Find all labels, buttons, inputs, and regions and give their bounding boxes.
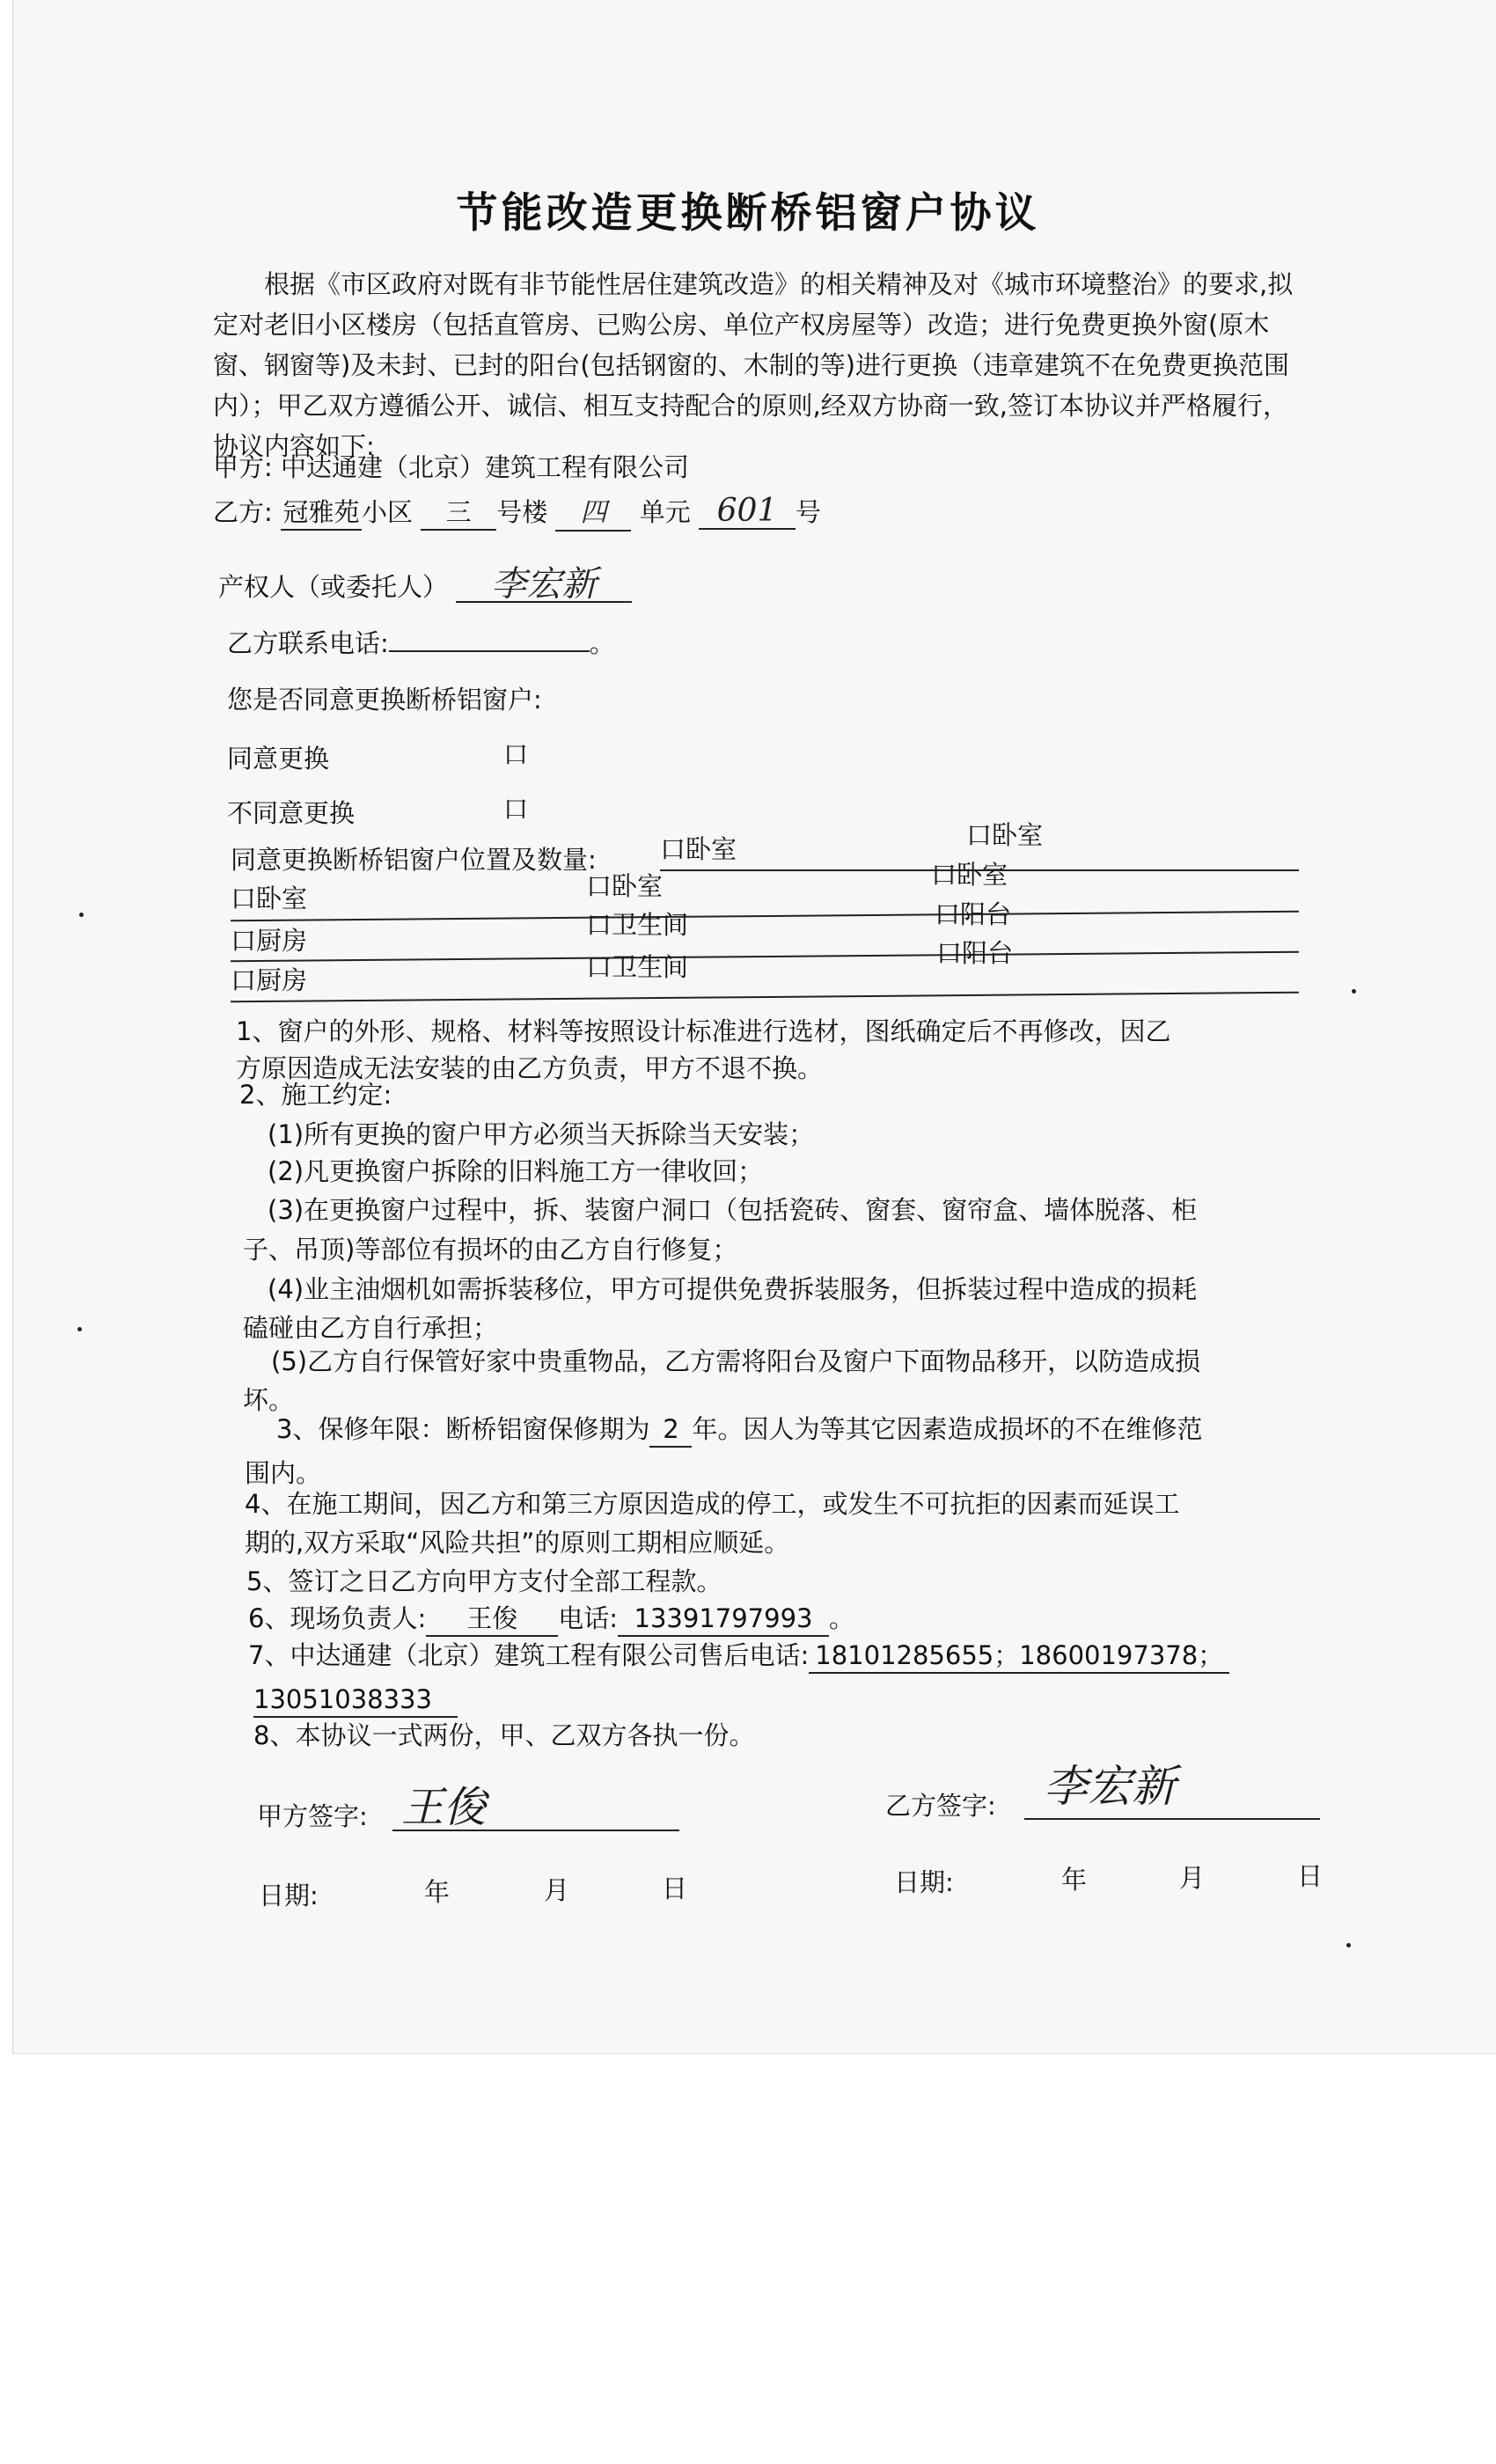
phone-field <box>389 650 590 652</box>
grid-cell-r1c3: 口卧室 <box>966 820 1044 850</box>
question-text: 您是否同意更换断桥铝窗户: <box>227 685 542 715</box>
disagree-option: 不同意更换 <box>227 798 356 828</box>
owner-line <box>218 564 632 605</box>
owner-signature <box>456 564 632 605</box>
phone-line <box>227 627 615 660</box>
clause-4-line-2: 期的,双方采取“风险共担”的原则工期相应顺延。 <box>245 1528 790 1558</box>
clause-3-line-2: 围内。 <box>245 1458 322 1488</box>
position-label: 同意更换断桥铝窗户位置及数量: <box>231 845 597 875</box>
clause-8: 8、本协议一式两份，甲、乙双方各执一份。 <box>253 1720 755 1750</box>
scan-speck <box>77 1327 82 1331</box>
disagree-checkbox: 口 <box>503 795 529 824</box>
grid-cell-r2c2: 口卧室 <box>586 871 664 901</box>
clause-3-line-1 <box>276 1412 1202 1448</box>
site-phone-field <box>618 1602 829 1637</box>
agree-checkbox: 口 <box>503 740 529 769</box>
party-a-date-label: 日期: <box>259 1881 319 1910</box>
building-field <box>421 495 496 531</box>
grid-cell-r3c2: 口卫生间 <box>586 910 689 940</box>
community-suffix: 小区 <box>362 497 414 527</box>
clause-2-1: (1)所有更换的窗户甲方必须当天拆除当天安装； <box>268 1119 815 1149</box>
agree-option: 同意更换 <box>227 744 330 774</box>
grid-cell-r2c1: 口卧室 <box>231 884 308 913</box>
grid-cell-r4c2: 口卫生间 <box>586 952 689 982</box>
scan-speck <box>1352 989 1356 994</box>
clause-6 <box>248 1602 854 1637</box>
phone-end: 。 <box>589 628 615 658</box>
clause-2-5-line-1: (5)乙方自行保管好家中贵重物品，乙方需将阳台及窗户下面物品移开，以防造成损 <box>271 1346 1201 1376</box>
party-b-line <box>213 495 821 532</box>
clause-2-4-line-1: (4)业主油烟机如需拆装移位，甲方可提供免费拆装服务，但拆装过程中造成的损耗 <box>268 1274 1198 1304</box>
clause-4-line-1: 4、在施工期间，因乙方和第三方原因造成的停工，或发生不可抗拒的因素而延误工 <box>245 1489 1180 1519</box>
service-phone-3: 13051038333 <box>253 1684 432 1714</box>
party-b-signature: 李宏新 <box>1044 1761 1176 1812</box>
party-a-sign-label: 甲方签字: <box>257 1801 368 1831</box>
clause-2: 2、施工约定: <box>239 1080 392 1110</box>
clause-7-line-1 <box>248 1639 1229 1674</box>
warranty-years-field <box>649 1412 692 1448</box>
clause-7-line-2 <box>253 1683 458 1718</box>
clause-1-line-2: 方原因造成无法安装的由乙方负责，甲方不退不换。 <box>236 1053 824 1083</box>
site-phone-label: 电话: <box>558 1603 619 1633</box>
scan-speck <box>1346 1943 1351 1947</box>
service-phones: 18101285655；18600197378； <box>815 1640 1224 1670</box>
party-a-signature: 王俊 <box>401 1783 487 1832</box>
site-manager-name: 王俊 <box>466 1603 518 1633</box>
unit-field <box>555 496 631 532</box>
party-b-date-month: 月 <box>1179 1863 1206 1893</box>
party-a-date-month: 月 <box>544 1875 570 1905</box>
scan-speck <box>79 913 84 917</box>
party-b-sign-label: 乙方签字: <box>885 1791 996 1821</box>
community-field <box>281 495 362 531</box>
clause-2-4-line-2: 磕碰由乙方自行承担； <box>243 1313 499 1343</box>
unit-suffix: 单元 <box>639 497 691 527</box>
grid-cell-r2c3: 口卧室 <box>931 860 1008 890</box>
intro-paragraph: 根据《市区政府对既有非节能性居住建筑改造》的相关精神及对《城市环境整治》的要求,拟定对老旧小区楼房（包括直管房、已购公房、单位产权房屋等）改造；进行免费更换外窗(原木窗、钢窗等)及未封、已封的阳台(包括钢窗的、木制的等)进行更换（违章建筑不在免费更换范围内）；甲乙双方遵循公开、诚信、相互支持配合的原则,经双方协商一致,签订本协议并严格履行，协议内容如下: <box>213 269 1294 461</box>
party-b-sign-line <box>1024 1818 1320 1820</box>
party-b-label: 乙方: <box>213 497 273 527</box>
clause-7-prefix: 7、中达通建（北京）建筑工程有限公司售后电话: <box>248 1640 810 1670</box>
service-phones-field <box>809 1639 1229 1674</box>
clause-2-2: (2)凡更换窗户拆除的旧料施工方一律收回； <box>268 1156 764 1186</box>
grid-cell-r4c3: 口阳台 <box>936 938 1014 968</box>
community-value: 冠雅苑 <box>282 497 360 527</box>
clause-2-3-line-2: 子、吊顶)等部位有损坏的由乙方自行修复； <box>243 1235 738 1265</box>
grid-cell-r1c2: 口卧室 <box>660 834 737 864</box>
building-suffix: 号楼 <box>496 497 548 527</box>
clause-6-prefix: 6、现场负责人: <box>248 1603 427 1633</box>
clause-3-prefix: 3、保修年限：断桥铝窗保修期为 <box>276 1414 650 1444</box>
room-suffix: 号 <box>795 497 821 527</box>
owner-signature-text: 李宏新 <box>491 564 598 605</box>
site-phone: 13391797993 <box>634 1603 813 1633</box>
party-a-date-year: 年 <box>424 1877 451 1907</box>
clause-2-3-line-1: (3)在更换窗户过程中，拆、装窗户洞口（包括瓷砖、窗套、窗帘盒、墙体脱落、柜 <box>268 1195 1198 1225</box>
clause-5: 5、签订之日乙方向甲方支付全部工程款。 <box>246 1566 722 1596</box>
room-value: 601 <box>716 493 778 529</box>
owner-label: 产权人（或委托人） <box>218 572 449 602</box>
party-b-date-label: 日期: <box>894 1867 954 1897</box>
document-title: 节能改造更换断桥铝窗户协议 <box>456 189 1040 238</box>
party-a: 甲方: 中达通建（北京）建筑工程有限公司 <box>213 452 689 482</box>
party-a-date-day: 日 <box>662 1874 688 1903</box>
site-manager-field <box>426 1602 558 1637</box>
party-b-date-year: 年 <box>1061 1865 1088 1895</box>
room-field <box>699 495 796 530</box>
clause-2-5-line-2: 坏。 <box>243 1385 295 1415</box>
building-value: 三 <box>445 497 472 527</box>
clause-6-end: 。 <box>829 1603 855 1633</box>
unit-value: 四 <box>580 497 607 528</box>
clause-3-suffix: 年。因人为等其它因素造成损坏的不在维修范 <box>692 1414 1203 1444</box>
warranty-years: 2 <box>663 1414 679 1444</box>
phone-label: 乙方联系电话: <box>227 628 389 658</box>
party-b-date-day: 日 <box>1297 1861 1324 1891</box>
grid-cell-r3c1: 口厨房 <box>231 926 308 956</box>
grid-cell-r3c3: 口阳台 <box>935 899 1012 929</box>
service-phone-3-field <box>253 1683 458 1718</box>
clause-1-line-1: 1、窗户的外形、规格、材料等按照设计标准进行选材，图纸确定后不再修改，因乙 <box>236 1016 1171 1046</box>
grid-cell-r4c1: 口厨房 <box>231 965 308 995</box>
